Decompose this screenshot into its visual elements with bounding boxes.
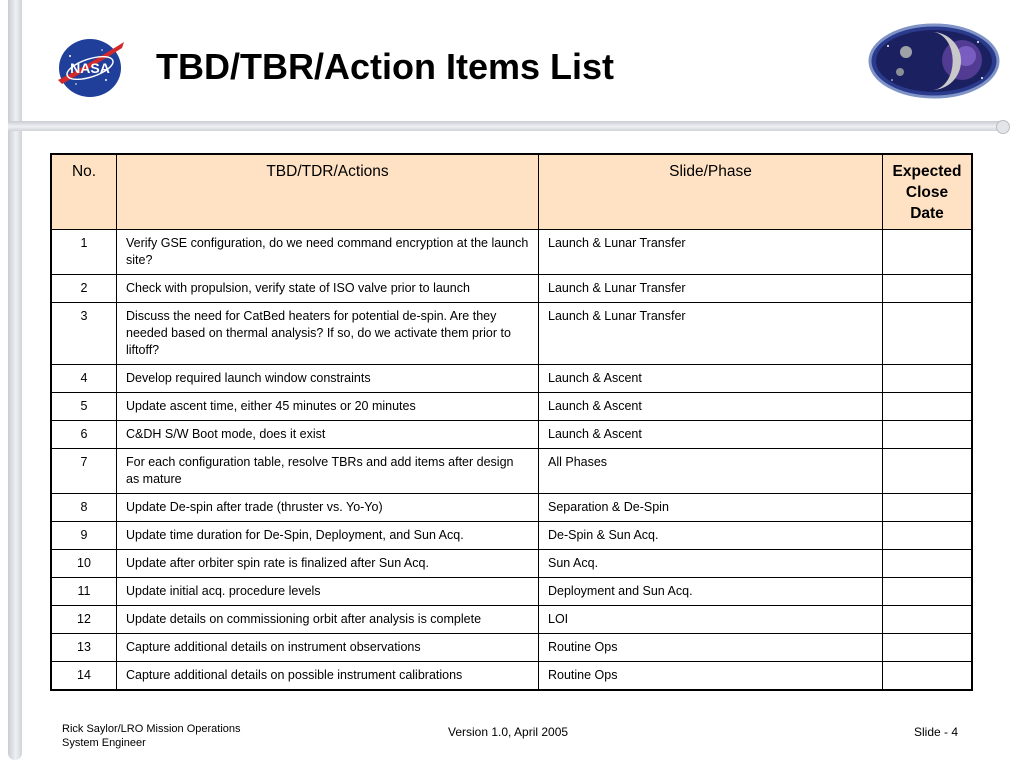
row-action: Update time duration for De-Spin, Deployment, and Sun Acq.	[117, 522, 539, 550]
row-action: Develop required launch window constraints	[117, 365, 539, 393]
header-actions: TBD/TDR/Actions	[117, 154, 539, 230]
row-close-date	[883, 550, 973, 578]
table-header-row	[51, 154, 972, 230]
table-row	[51, 662, 972, 691]
footer-author	[62, 722, 241, 750]
table-row	[51, 449, 972, 494]
row-number: 10	[51, 550, 117, 578]
table-row	[51, 230, 972, 275]
row-phase: Separation & De-Spin	[539, 494, 883, 522]
row-close-date	[883, 494, 973, 522]
row-number: 11	[51, 578, 117, 606]
action-items-table	[50, 153, 973, 691]
row-phase: Sun Acq.	[539, 550, 883, 578]
footer-slide-number: Slide - 4	[914, 725, 959, 739]
row-action: Update initial acq. procedure levels	[117, 578, 539, 606]
table-row	[51, 275, 972, 303]
row-phase: LOI	[539, 606, 883, 634]
row-phase: Launch & Lunar Transfer	[539, 275, 883, 303]
header-no: No.	[51, 154, 117, 230]
table-row	[51, 393, 972, 421]
table-row	[51, 365, 972, 393]
row-close-date	[883, 662, 973, 691]
row-close-date	[883, 522, 973, 550]
table-row	[51, 303, 972, 365]
row-number: 13	[51, 634, 117, 662]
table-row	[51, 494, 972, 522]
row-close-date	[883, 421, 973, 449]
footer-author-line1: Rick Saylor/LRO Mission Operations	[62, 723, 241, 735]
table-row	[51, 421, 972, 449]
page-title: TBD/TBR/Action Items List	[156, 46, 615, 87]
header-close-date: Expected Close Date	[883, 154, 973, 230]
row-phase: Launch & Ascent	[539, 365, 883, 393]
row-action: For each configuration table, resolve TBRs and add items after design as mature	[117, 449, 539, 494]
row-close-date	[883, 606, 973, 634]
row-close-date	[883, 365, 973, 393]
row-number: 14	[51, 662, 117, 691]
row-close-date	[883, 393, 973, 421]
header-divider-rail	[8, 121, 1006, 131]
row-close-date	[883, 275, 973, 303]
row-action: Verify GSE configuration, do we need command encryption at the launch site?	[117, 230, 539, 275]
row-number: 1	[51, 230, 117, 275]
footer-version: Version 1.0, April 2005	[448, 725, 569, 739]
left-decorative-rail	[8, 0, 22, 760]
row-close-date	[883, 230, 973, 275]
row-close-date	[883, 578, 973, 606]
row-number: 9	[51, 522, 117, 550]
header-phase: Slide/Phase	[539, 154, 883, 230]
footer-author-line2: System Engineer	[62, 737, 146, 749]
table-row	[51, 634, 972, 662]
row-action: C&DH S/W Boot mode, does it exist	[117, 421, 539, 449]
row-number: 3	[51, 303, 117, 365]
row-phase: Launch & Ascent	[539, 421, 883, 449]
row-phase: Launch & Lunar Transfer	[539, 303, 883, 365]
row-action: Discuss the need for CatBed heaters for potential de-spin. Are they needed based on thermal analysis? If so, do we activate them prior to liftoff?	[117, 303, 539, 365]
lro-logo	[866, 22, 1002, 100]
row-number: 6	[51, 421, 117, 449]
table-row	[51, 522, 972, 550]
row-phase: All Phases	[539, 449, 883, 494]
nasa-logo	[54, 36, 126, 98]
row-number: 8	[51, 494, 117, 522]
row-number: 12	[51, 606, 117, 634]
row-close-date	[883, 634, 973, 662]
row-number: 5	[51, 393, 117, 421]
row-action: Update ascent time, either 45 minutes or 20 minutes	[117, 393, 539, 421]
row-number: 7	[51, 449, 117, 494]
row-action: Update De-spin after trade (thruster vs. Yo-Yo)	[117, 494, 539, 522]
table-row	[51, 606, 972, 634]
row-phase: Deployment and Sun Acq.	[539, 578, 883, 606]
table-row	[51, 578, 972, 606]
svg-text:NASA: NASA	[70, 60, 110, 76]
table-row	[51, 550, 972, 578]
row-number: 2	[51, 275, 117, 303]
row-phase: Launch & Lunar Transfer	[539, 230, 883, 275]
rail-end-knob	[996, 120, 1010, 134]
row-action: Check with propulsion, verify state of ISO valve prior to launch	[117, 275, 539, 303]
row-number: 4	[51, 365, 117, 393]
row-phase: De-Spin & Sun Acq.	[539, 522, 883, 550]
row-phase: Launch & Ascent	[539, 393, 883, 421]
row-phase: Routine Ops	[539, 634, 883, 662]
row-action: Update details on commissioning orbit after analysis is complete	[117, 606, 539, 634]
row-action: Update after orbiter spin rate is finalized after Sun Acq.	[117, 550, 539, 578]
row-close-date	[883, 449, 973, 494]
row-close-date	[883, 303, 973, 365]
row-action: Capture additional details on instrument observations	[117, 634, 539, 662]
row-phase: Routine Ops	[539, 662, 883, 691]
row-action: Capture additional details on possible instrument calibrations	[117, 662, 539, 691]
